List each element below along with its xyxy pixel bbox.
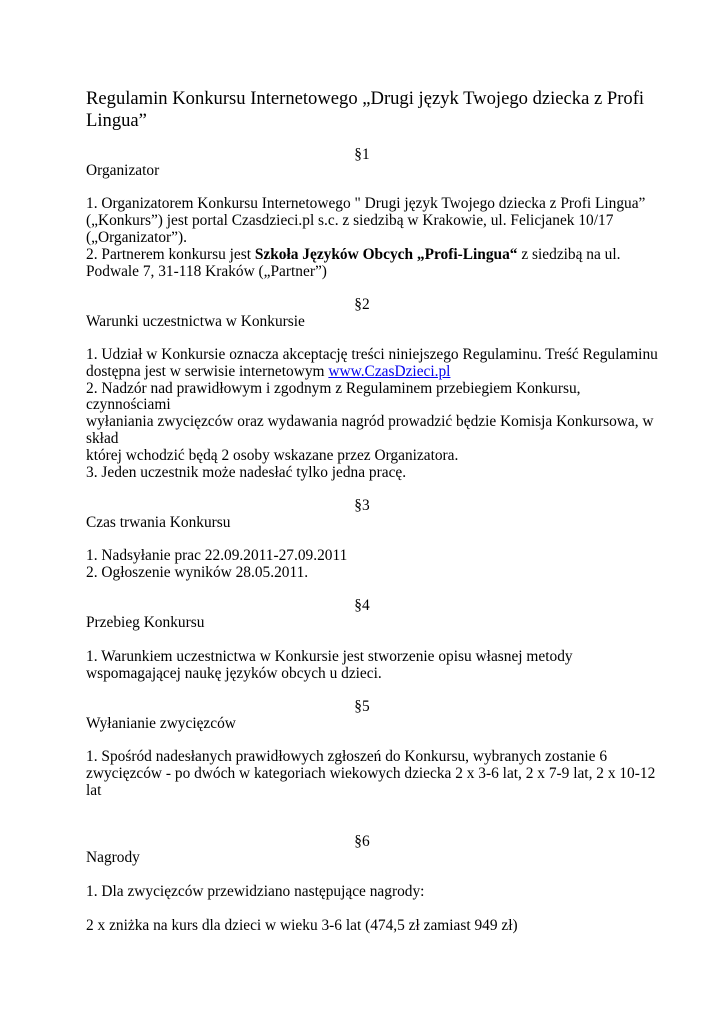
- section-1-heading: Organizator: [86, 162, 160, 179]
- section-3-line: 2. Ogłoszenie wyników 28.05.2011.: [86, 564, 309, 581]
- section-3-line: 1. Nadsyłanie prac 22.09.2011-27.09.2011: [86, 547, 348, 564]
- link-prefix: dostępna jest w serwisie internetowym: [86, 363, 329, 380]
- section-5-line: 1. Spośród nadesłanych prawidłowych zgłoszeń do Konkursu, wybranych zostanie 6: [86, 748, 608, 765]
- partner-prefix: 2. Partnerem konkursu jest: [86, 246, 255, 263]
- section-2-number: §2: [354, 296, 370, 313]
- section-1-partner-line: [86, 246, 621, 263]
- section-2-line: której wchodzić będą 2 osoby wskazane przez Organizatora.: [86, 447, 459, 464]
- partner-suffix: z siedzibą na ul.: [517, 246, 621, 263]
- section-2-link-line: [86, 363, 450, 380]
- section-2-line: 1. Udział w Konkursie oznacza akceptację treści niniejszego Regulaminu. Treść Regulaminu: [86, 346, 658, 363]
- section-1-line: („Konkurs”) jest portal Czasdzieci.pl s.c. z siedzibą w Krakowie, ul. Felicjanek 10/17: [86, 212, 614, 229]
- section-1-number: §1: [354, 146, 370, 163]
- section-6-line: 1. Dla zwycięzców przewidziano następujące nagrody:: [86, 883, 425, 900]
- section-2-line: wyłaniania zwycięzców oraz wydawania nagród prowadzić będzie Komisja Konkursowa, w: [86, 413, 654, 430]
- section-1-line: 1. Organizatorem Konkursu Internetowego " Drugi język Twojego dziecka z Profi Lingua”: [86, 195, 646, 212]
- section-5-line: lat: [86, 782, 102, 799]
- section-4-line: 1. Warunkiem uczestnictwa w Konkursie jest stworzenie opisu własnej metody: [86, 648, 573, 665]
- section-3-heading: Czas trwania Konkursu: [86, 514, 231, 531]
- section-6-number: §6: [354, 833, 370, 850]
- section-1-line: Podwale 7, 31-118 Kraków („Partner”): [86, 263, 327, 280]
- section-6-heading: Nagrody: [86, 849, 140, 866]
- section-4-heading: Przebieg Konkursu: [86, 614, 205, 631]
- section-2-line: skład: [86, 430, 119, 447]
- section-2-line: 2. Nadzór nad prawidłowym i zgodnym z Regulaminem przebiegiem Konkursu,: [86, 380, 581, 397]
- section-5-heading: Wyłanianie zwycięzców: [86, 715, 236, 732]
- section-4-number: §4: [354, 597, 370, 614]
- section-4-line: wspomagającej naukę języków obcych u dzieci.: [86, 665, 382, 682]
- section-2-line: czynnościami: [86, 396, 171, 413]
- section-5-line: zwycięzców - po dwóch w kategoriach wiekowych dziecka 2 x 3-6 lat, 2 x 7-9 lat, 2 x 10-12: [86, 765, 656, 782]
- section-6-line: 2 x zniżka na kurs dla dzieci w wieku 3-6 lat (474,5 zł zamiast 949 zł): [86, 917, 518, 934]
- section-1-line: („Organizator”).: [86, 229, 187, 246]
- section-2-heading: Warunki uczestnictwa w Konkursie: [86, 313, 305, 330]
- section-2-line: 3. Jeden uczestnik może nadesłać tylko jedna pracę.: [86, 464, 407, 481]
- section-5-number: §5: [354, 698, 370, 715]
- document-title-line-2: Lingua”: [86, 110, 147, 131]
- section-3-number: §3: [354, 497, 370, 514]
- czasdzieci-link[interactable]: www.CzasDzieci.pl: [328, 363, 451, 380]
- partner-name: Szkoła Języków Obcych „Profi-Lingua“: [254, 246, 518, 263]
- document-title-line-1: Regulamin Konkursu Internetowego „Drugi język Twojego dziecka z Profi: [86, 88, 645, 109]
